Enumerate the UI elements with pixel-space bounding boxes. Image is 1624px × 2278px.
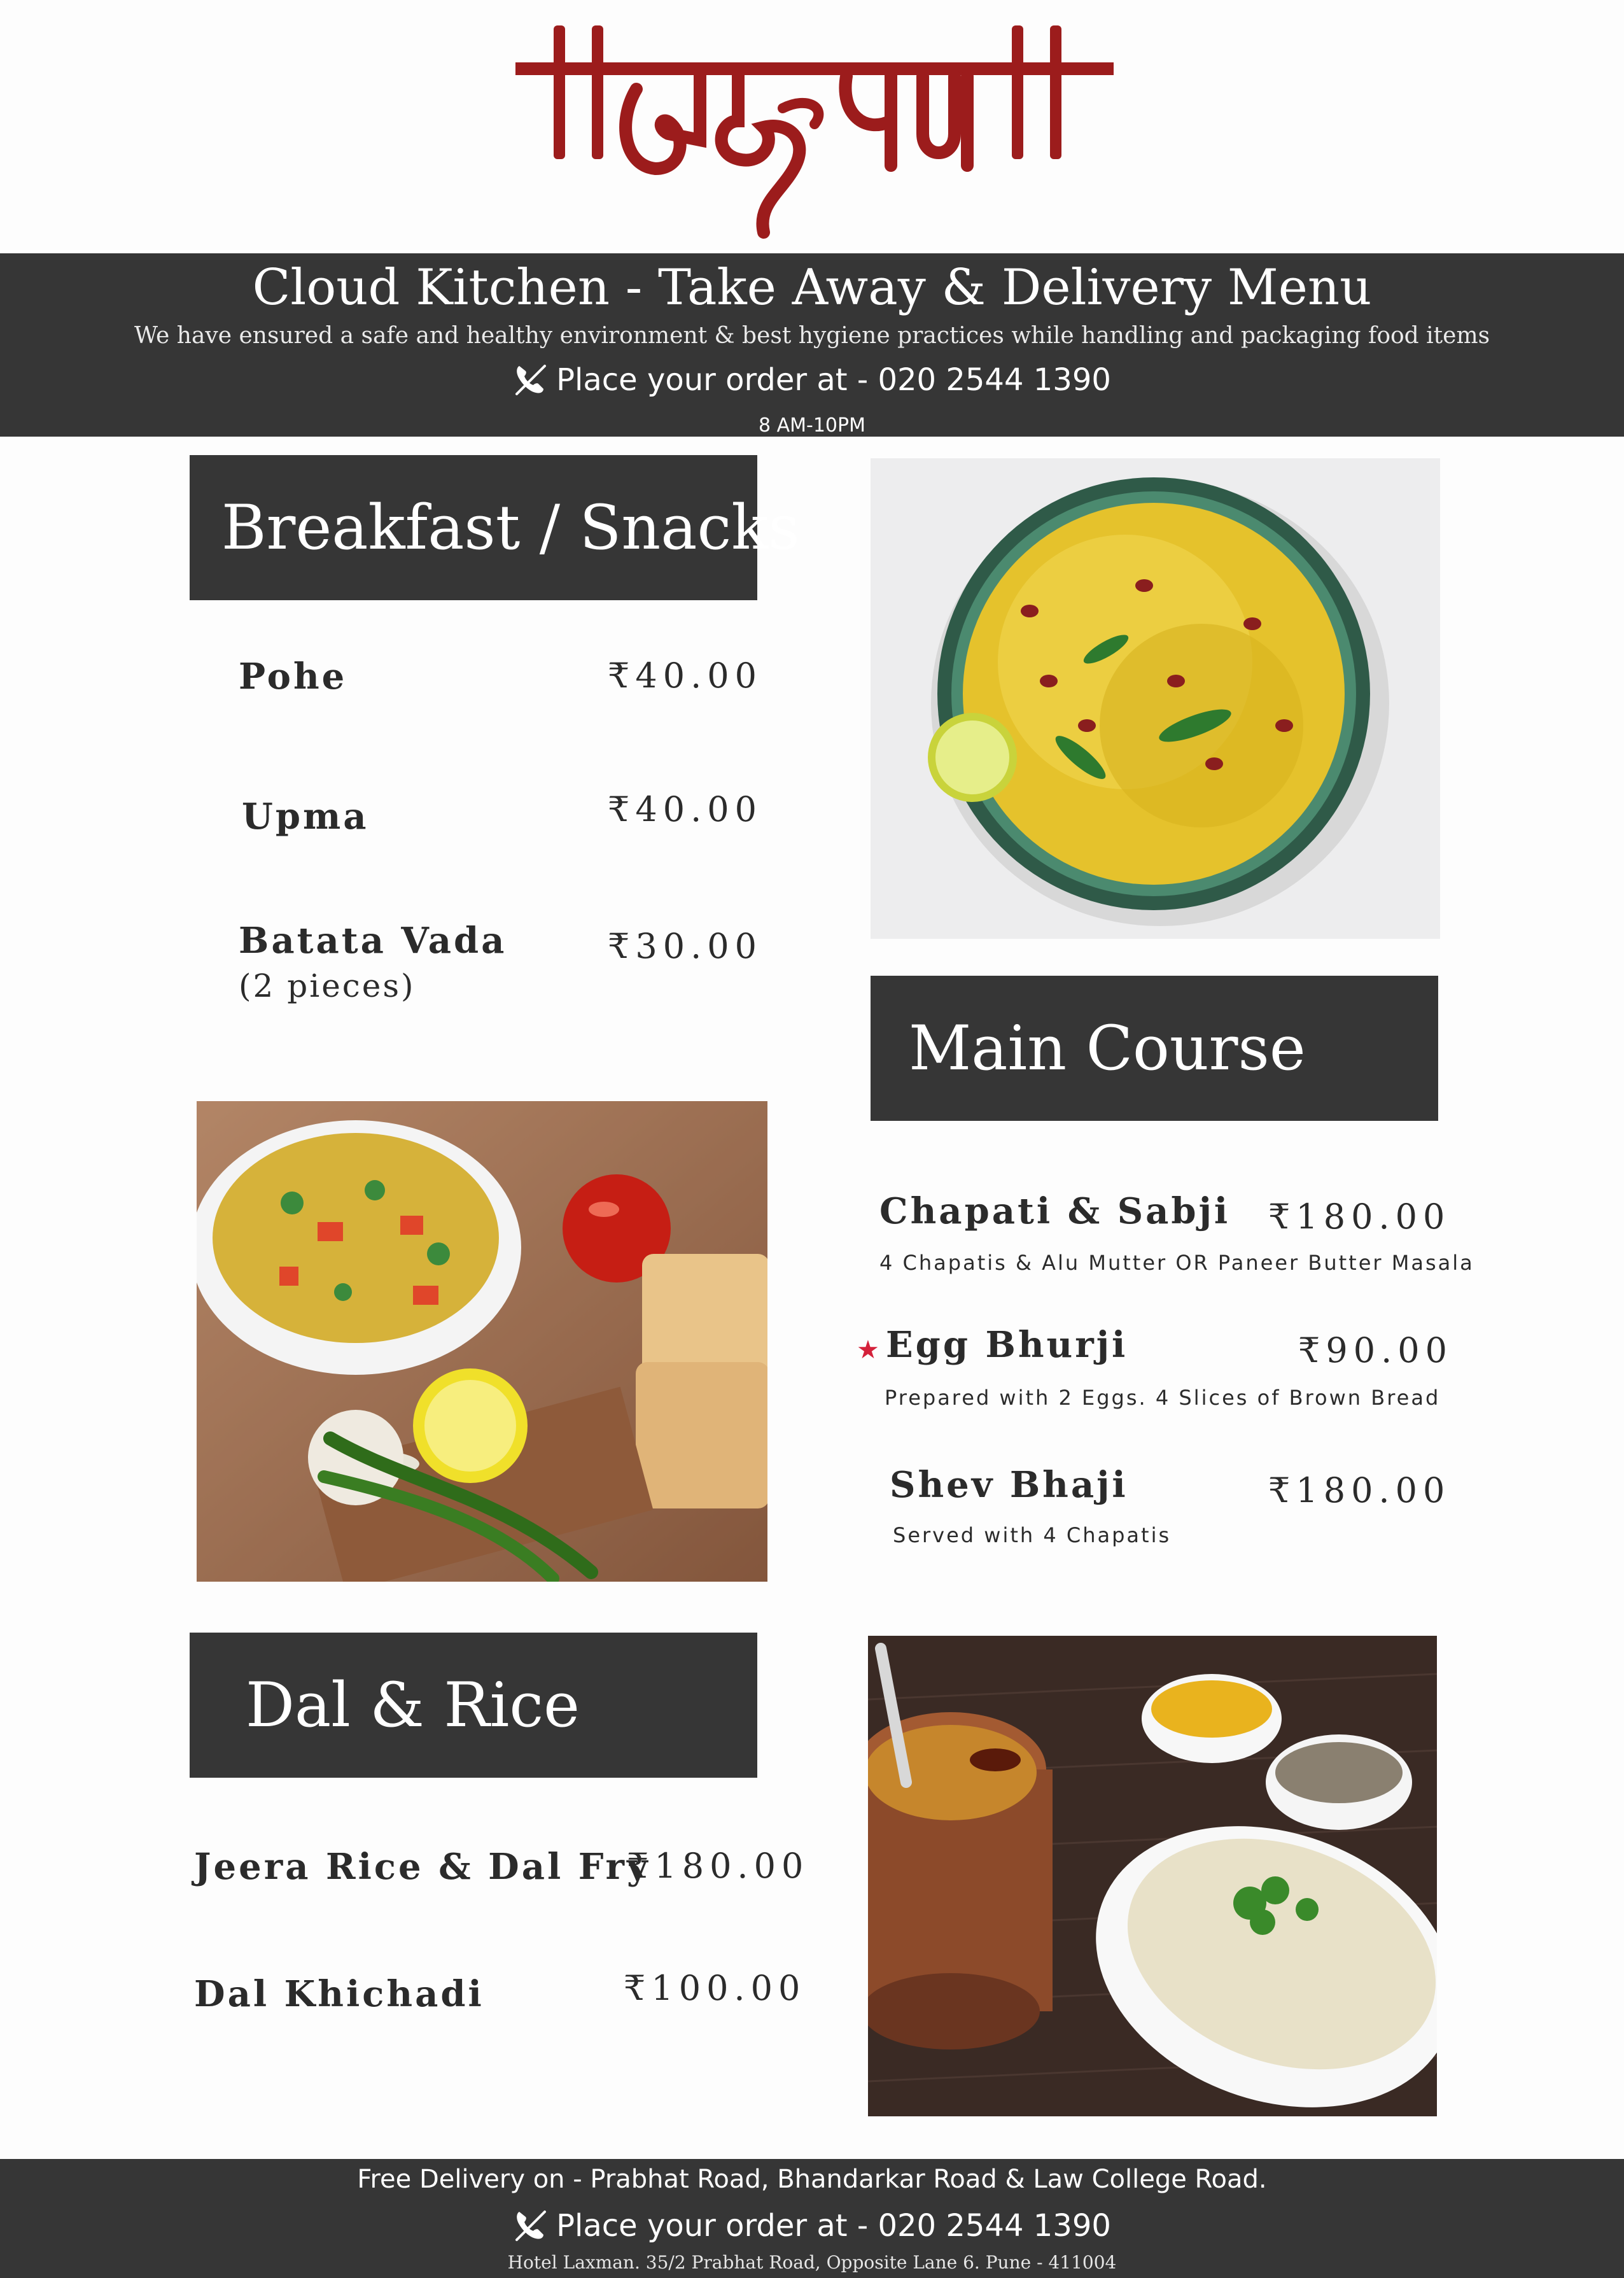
section-breakfast-title: Breakfast / Snacks [190,455,757,600]
header-phone[interactable] [0,358,1624,402]
dal-rice-photo [868,1636,1437,2116]
item-name-egg-bhurji: Egg Bhurji [886,1324,1128,1366]
item-sub-batata-vada: (2 pieces) [239,967,416,1004]
item-desc-egg-bhurji: Prepared with 2 Eggs. 4 Slices of Brown Bread [885,1386,1441,1410]
item-price-dal-khichadi: ₹100.00 [624,1968,806,2008]
footer-phone-text: Place your order at - 020 2544 1390 [556,2208,1111,2244]
item-price-shev-bhaji: ₹180.00 [1268,1470,1451,1510]
dal-rice-image [868,1636,1437,2116]
item-price-pohe: ₹40.00 [608,656,762,696]
logo-graphic [509,13,1120,242]
header-title: Cloud Kitchen - Take Away & Delivery Menu [252,259,1372,316]
item-price-egg-bhurji: ₹90.00 [1298,1330,1453,1370]
item-price-batata-vada: ₹30.00 [608,926,762,966]
phone-icon [513,2207,549,2242]
item-name-shev-bhaji: Shev Bhaji [890,1464,1128,1506]
item-name-batata-vada: Batata Vada [239,920,507,962]
item-name-chapati-sabji: Chapati & Sabji [879,1190,1231,1232]
item-price-upma: ₹40.00 [608,789,762,829]
header-phone-text: Place your order at - 020 2544 1390 [556,362,1111,398]
item-name-jeera-rice-dal-fry: Jeera Rice & Dal Fry [194,1846,650,1888]
section-main-title: Main Course [871,976,1438,1121]
header-subtitle: We have ensured a safe and healthy environment & best hygiene practices while handling and packaging food items [134,323,1490,349]
item-name-pohe: Pohe [239,656,347,698]
upma-photo [197,1101,767,1582]
pohe-image [871,458,1440,939]
upma-image [197,1101,767,1582]
logo [509,13,1120,242]
section-dal-title: Dal & Rice [190,1633,757,1778]
footer-phone[interactable] [0,2204,1624,2248]
star-icon: ★ [857,1335,879,1365]
item-name-upma: Upma [242,796,369,838]
header-hours: 8 AM-10PM [758,414,865,437]
phone-icon [513,361,549,397]
footer-address: Hotel Laxman. 35/2 Prabhat Road, Opposite Lane 6. Pune - 411004 [507,2252,1117,2273]
item-name-dal-khichadi: Dal Khichadi [194,1973,484,2015]
pohe-photo [871,458,1440,939]
item-price-chapati-sabji: ₹180.00 [1268,1197,1451,1237]
item-desc-shev-bhaji: Served with 4 Chapatis [893,1523,1172,1547]
item-desc-chapati-sabji: 4 Chapatis & Alu Mutter OR Paneer Butter Masala [879,1251,1474,1275]
footer-delivery: Free Delivery on - Prabhat Road, Bhandarkar Road & Law College Road. [357,2165,1267,2194]
item-price-jeera-rice-dal-fry: ₹180.00 [627,1846,809,1886]
